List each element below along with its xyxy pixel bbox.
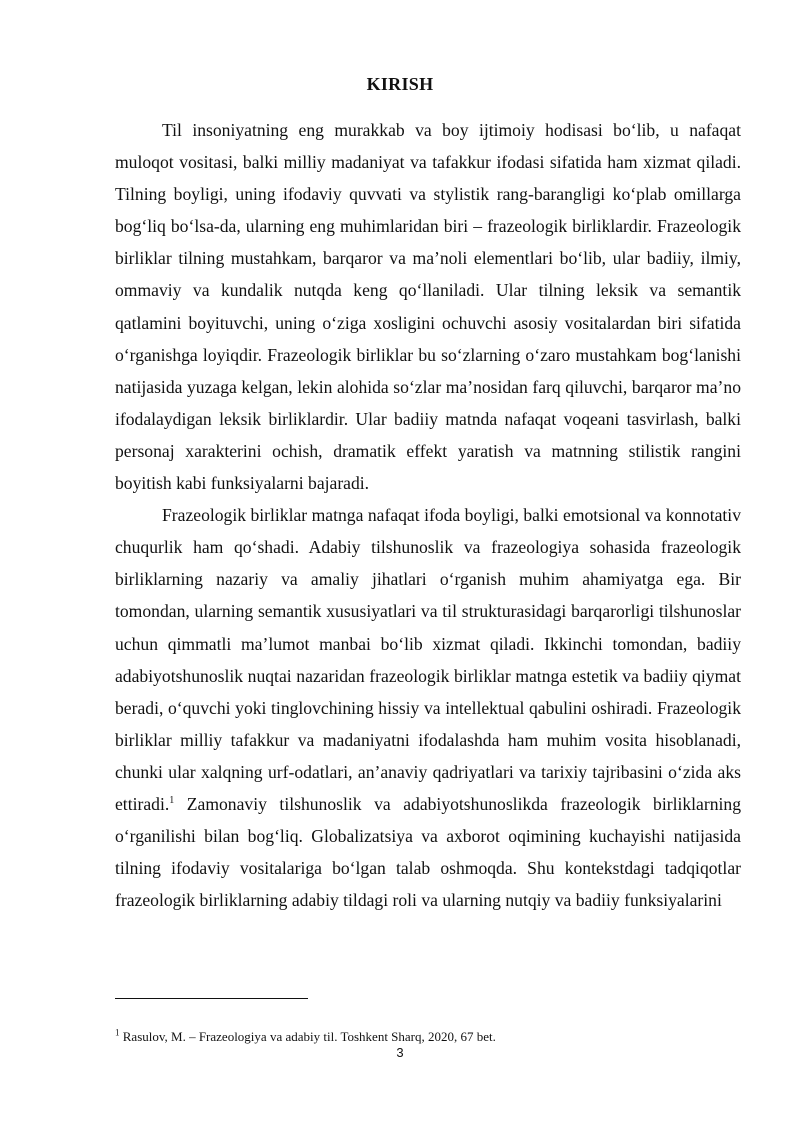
footnote-text: Rasulov, M. – Frazeologiya va adabiy til. Toshkent Sharq, 2020, 67 bet. bbox=[119, 1029, 496, 1044]
paragraph-2 bbox=[115, 499, 741, 916]
footnote bbox=[115, 1029, 741, 1045]
paragraph-2-text-end: Zamonaviy tilshunoslik va adabiyotshunoslikda frazeologik birliklarning o‘rganilishi bilan bog‘liq. Globalizatsiya va axborot oqimining kuchayishi natijasida tilning ifodaviy vositalariga bo‘lgan talab oshmoqda. Shu kontekstdagi tadqiqotlar frazeologik birliklarning adabiy tildagi roli va ularning nutqiy va badiiy funksiyalarini bbox=[115, 793, 741, 911]
page-number: 3 bbox=[396, 1045, 404, 1060]
body-text bbox=[115, 114, 741, 916]
paragraph-2-text-start: Frazeologik birliklar matnga nafaqat ifoda boyligi, balki emotsional va konnotativ chuqurlik ham qo‘shadi. Adabiy tilshunoslik va frazeologiya sohasida frazeologik birliklarning nazariy va amaliy jihatlari o‘rganish muhim ahamiyatga ega. Bir tomondan, ularning semantik xususiyatlari va til strukturasidagi barqarorligi tilshunoslar uchun qimmatli ma’lumot manbai bo‘lib xizmat qiladi. Ikkinchi tomondan, badiiy adabiyotshunoslik nuqtai nazaridan frazeologik birliklar matnga estetik va badiiy qiymat beradi, o‘quvchi yoki tinglovchining hissiy va intellektual qabulini oshiradi. Frazeologik birliklar milliy tafakkur va madaniyatni ifodalashda ham muhim vosita hisoblanadi, chunki ular xalqning urf-odatlari, an’anaviy qadriyatlari va tarixiy tajribasini o‘zida aks ettiradi. bbox=[115, 505, 741, 814]
paragraph-1: Til insoniyatning eng murakkab va boy ijtimoiy hodisasi bo‘lib, u nafaqat muloqot vositasi, balki milliy madaniyat va tafakkur ifodasi sifatida ham xizmat qiladi. Tilning boyligi, uning ifodaviy quvvati va stylistik rang-barangligi ko‘plab omillarga bog‘liq bo‘lsa-da, ularning eng muhimlaridan biri – frazeologik birliklardir. Frazeologik birliklar tilning mustahkam, barqaror va ma’noli elementlari bo‘lib, ular badiiy, ilmiy, ommaviy va kundalik nutqda keng qo‘llaniladi. Ular tilning leksik va semantik qatlamini boyituvchi, uning o‘ziga xosligini ochuvchi asosiy vositalardan biri sifatida o‘rganishga loyiqdir. Frazeologik birliklar bu so‘zlarning o‘zaro mustahkam bog‘lanishi natijasida yuzaga kelgan, lekin alohida so‘zlar ma’nosidan farq qiluvchi, barqaror ma’no ifodalaydigan leksik birliklardir. Ular badiiy matnda nafaqat voqeani tasvirlash, balki personaj xarakterini ochish, dramatik effekt yaratish va matnning stilistik rangini boyitish kabi funksiyalarni bajaradi. bbox=[115, 120, 741, 494]
footnote-reference[interactable]: 1 bbox=[169, 795, 175, 807]
footnote-separator bbox=[115, 998, 308, 999]
footnote-number: 1 bbox=[115, 1027, 120, 1038]
section-heading: KIRISH bbox=[366, 74, 434, 94]
